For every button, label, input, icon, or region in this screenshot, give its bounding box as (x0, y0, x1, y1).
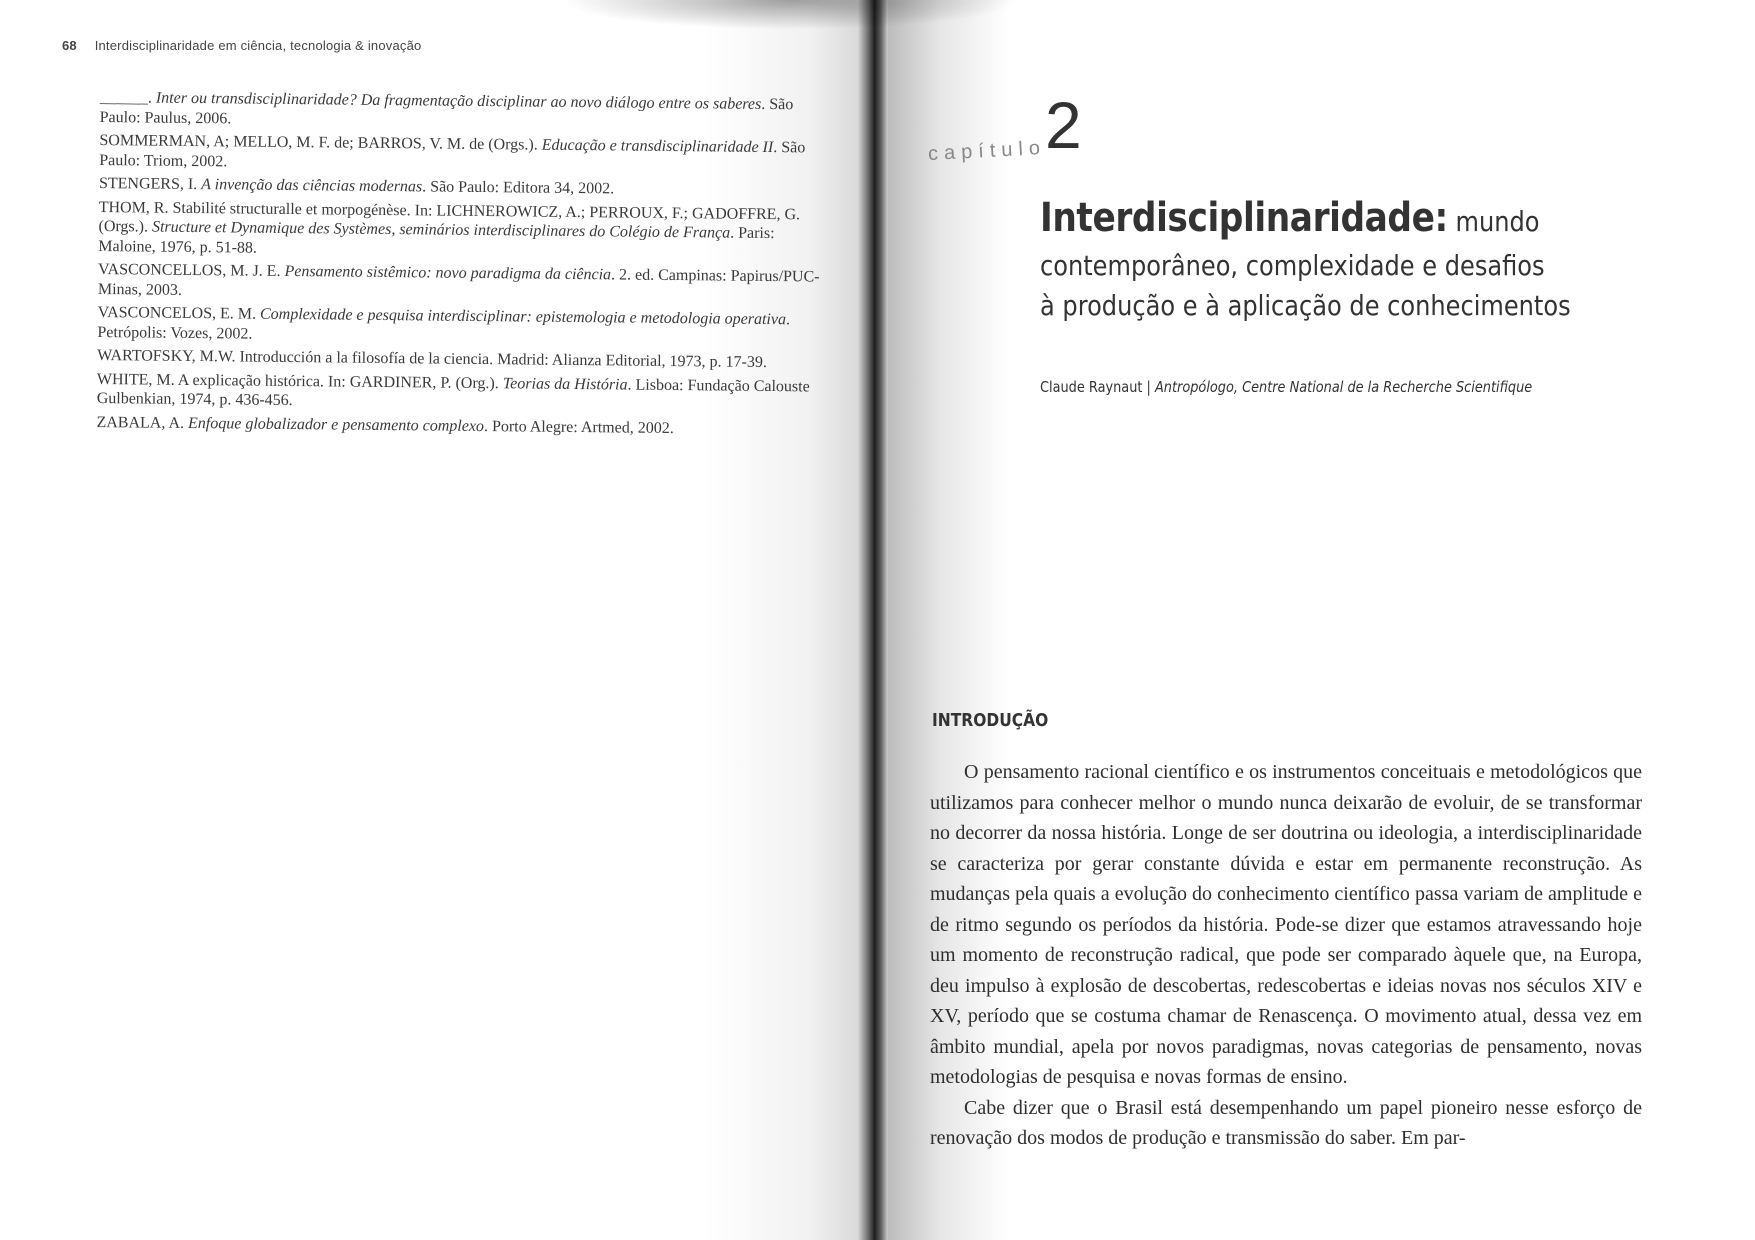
reference-entry: WARTOFSKY, M.W. Introducción a la filosofía de la ciencia. Madrid: Alianza Editorial, 1973, p. 17-39. (97, 346, 767, 371)
chapter-title-main: Interdisciplinaridade: (1040, 195, 1448, 241)
reference-entry: THOM, R. Stabilité structuralle et morpogénèse. In: LICHNEROWICZ, A.; PERROUX, F.; GADOFFRE, G. (Orgs.). Structure et Dynamique des Systèmes, seminários interdisciplinares do Colégio de França. Paris: Maloine, 1976, p. 51-88. (98, 198, 801, 257)
top-shadow (560, 0, 1020, 30)
body-text (930, 757, 1642, 1154)
book-gutter (858, 0, 888, 1240)
author-role: Antropólogo, Centre National de la Recherche Scientifique (1154, 378, 1533, 396)
reference-entry: WHITE, M. A explicação histórica. In: GARDINER, P. (Org.). Teorias da História. Lisboa: Fundação Calouste Gulbenkian, 1974, p. 436-456. (96, 370, 810, 410)
reference-list (96, 88, 825, 444)
page-number: 68 (62, 38, 77, 53)
chapter-number: 2 (1045, 88, 1082, 162)
chapter-title-line2: contemporâneo, complexidade e desafios (1040, 249, 1545, 282)
reference-entry: SOMMERMAN, A; MELLO, M. F. de; BARROS, V. M. de (Orgs.). Educação e transdisciplinaridade II. São Paulo: Triom, 2002. (99, 131, 806, 170)
running-head-title: Interdisciplinaridade em ciência, tecnologia & inovação (94, 38, 422, 53)
author-separator: | (1142, 378, 1155, 396)
reference-entry: VASCONCELLOS, M. J. E. Pensamento sistêmico: novo paradigma da ciência. 2. ed. Campinas: Papirus/PUC-Minas, 2003. (97, 260, 820, 299)
author-name: Claude Raynaut (1040, 378, 1143, 396)
chapter-label: capítulo (927, 136, 1047, 166)
paragraph: Cabe dizer que o Brasil está desempenhando um papel pioneiro nesse esforço de renovação dos modos de produção e transmissão do saber. Em par- (930, 1096, 1642, 1149)
paragraph: O pensamento racional científico e os instrumentos conceituais e metodológicos que utilizamos para conhecer melhor o mundo nunca deixarão de evoluir, de se transformar no decorrer da nossa história. Longe de ser doutrina ou ideologia, a interdisciplinaridade se caracteriza por gerar constante dúvida e estar em permanente reconstrução. As mudanças pela quais a evolução do conhecimento científico passa variam de amplitude e de ritmo segundo os períodos da história. Pode-se dizer que estamos atravessando hoje um momento de reconstrução radical, que pode ser comparado àquele que, na Europa, deu impulso à explosão de descobertas, redescobertas e ideias novas nos séculos XIV e XV, período que se costuma chamar de Renascença. O movimento atual, dessa vez em âmbito mundial, apela por novos paradigmas, novas categorias de pensamento, novas metodologias de pesquisa e novas formas de ensino. (930, 761, 1642, 1088)
chapter-title-line1-rest: mundo (1447, 205, 1540, 238)
reference-entry: VASCONCELOS, E. M. Complexidade e pesquisa interdisciplinar: epistemologia e metodologia operativa. Petrópolis: Vozes, 2002. (97, 303, 791, 343)
reference-entry: ZABALA, A. Enfoque globalizador e pensamento complexo. Porto Alegre: Artmed, 2002. (96, 413, 674, 437)
section-heading: INTRODUÇÃO (932, 710, 1049, 731)
chapter-title-line3: à produção e à aplicação de conhecimentos (1040, 289, 1571, 322)
running-head (62, 38, 421, 53)
reference-entry: ______. Inter ou transdisciplinaridade? Da fragmentação disciplinar ao novo diálogo entre os saberes. São Paulo: Paulus, 2006. (99, 88, 794, 127)
author-line (1040, 378, 1532, 396)
chapter-title (1040, 195, 1590, 326)
reference-entry: STENGERS, I. A invenção das ciências modernas. São Paulo: Editora 34, 2002. (98, 174, 615, 198)
